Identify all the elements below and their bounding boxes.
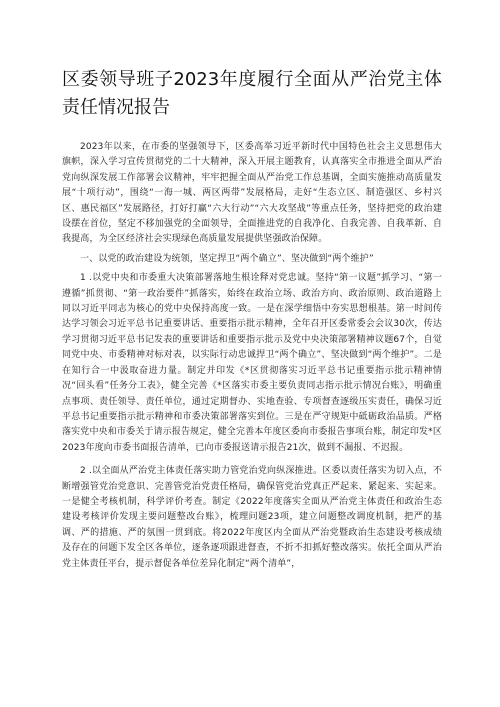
paragraph-1: 1 .以党中央和市委重大决策部署落地生根诠释对党忠诚。坚持“第一议题”抓学习、“第一遵循”抓贯彻、“第一政治要件”抓落实，始终在政治立场、政治方向、政治原则、政治道路上同以习近平同志为核心的党中央保持高度一致。一是在深学细悟中夯实思想根基。第一时间传达学习领会习近平总书记重要讲话、重要指示批示精神，全年召开区委常委会会议30次，传达学习贯彻习近平总书记发表的重要讲话和重要指示批示及党中央决策部署精神议题67个，自觉同党中央、市委精神对标对表，以实际行动忠诚捍卫“两个确立”、坚决做到“两个维护”。二是在知行合一中汲取奋进力量。制定并印发《*区贯彻落实习近平总书记重要指示批示精神情况“回头看”任务分工表》，健全完善《*区落实市委主要负责同志指示批示情况台账》，明确重点事项、责任领导、责任单位，通过定期督办、实地查验、专项督查逐级压实责任，确保习近平总书记重要指示批示精神和市委决策部署落实到位。三是在严守规矩中砥砺政治品质。严格落实党中央和市委关于请示报告规定，健全完善本年度区委向市委报告事项台账，制定印发*区2023年度向市委书面报告清单，已向市委报送请示报告21次，做到不漏报、不迟报。	[62, 273, 442, 453]
intro-paragraph: 2023年以来，在市委的坚强领导下，区委高举习近平新时代中国特色社会主义思想伟大旗帜，深入学习宣传贯彻党的二十大精神，深入开展主题教育，认真落实全市推进全面从严治党向纵深发展工作部署会议精神，牢牢把握全面从严治党工作总基调，全面实施推动高质量发展“十项行动”，围绕“一海一城、两区两带”发展格局，走好“生态立区、制造强区、乡村兴区、惠民福区”发展路径，打好打赢“六大行动”“六大攻坚战”等重点任务，坚持把党的政治建设摆在首位，坚定不移加强党的全面领导，全面推进党的自我净化、自我完善、自我革新、自我提高，为全区经济社会实现绿色高质量发展提供坚强政治保障。	[62, 142, 442, 245]
section-1-heading: 一、以党的政治建设为统领，坚定捍卫“两个确立”、坚决做到“两个维护”	[80, 253, 374, 264]
paragraph-gap	[62, 456, 442, 464]
report-title: 区委领导班子2023年度履行全面从严治党主体责任情况报告	[62, 69, 442, 118]
paragraph-2: 2 .以全面从严治党主体责任落实助力管党治党向纵深推进。区委以责任落实为切入点，不断增强管党治党意识、完善管党治党责任格局，确保管党治党真正严起来、紧起来、实起来。一是健全考核机制，科学评价考查。制定《2022年度落实全面从严治党主体责任和政治生态建设考核评价发现主要问题整改台账》，梳理问题23项，建立问题整改调度机制，把严的基调、严的措施、严的氛围一贯到底。将2022年度区内全面从严治党暨政治生态建设考核成绩及存在的问题下发全区各单位，逐条逐项跟进督查，不折不扣抓好整改落实。依托全面从严治党主体责任平台，提示督促各单位差异化制定“两个清单”，	[62, 466, 442, 569]
